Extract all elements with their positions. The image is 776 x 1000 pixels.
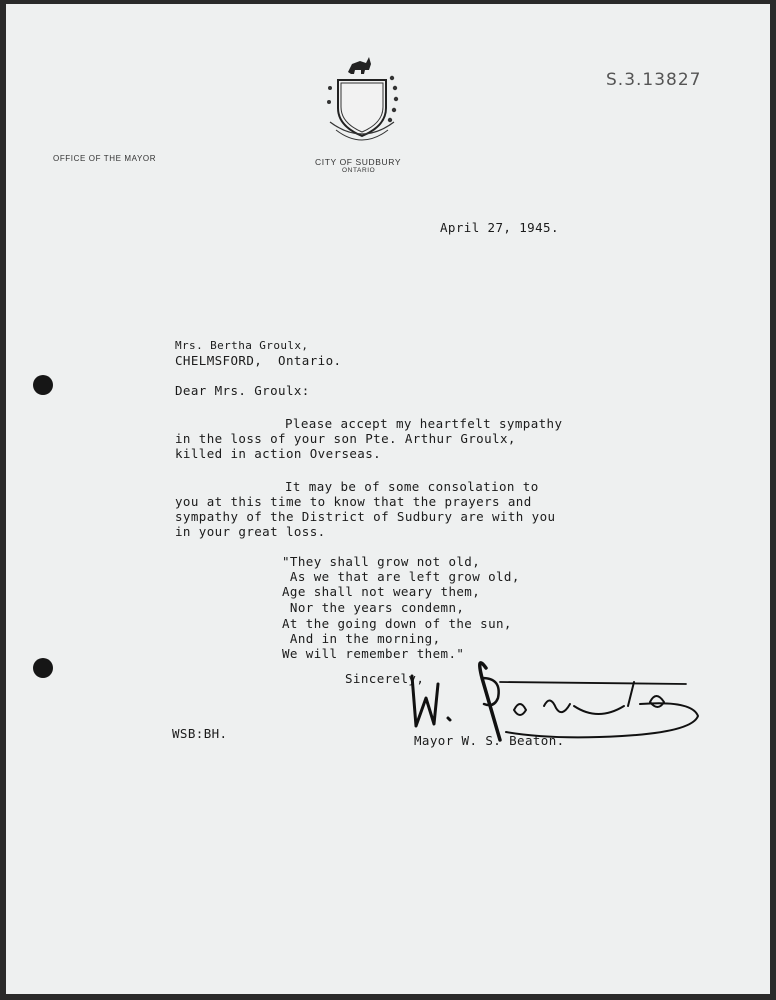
poem-line: At the going down of the sun,: [282, 616, 512, 631]
poem-line: Nor the years condemn,: [282, 600, 465, 615]
province-name: ONTARIO: [342, 167, 376, 174]
city-name: CITY OF SUDBURY: [315, 157, 402, 167]
signatory-name: Mayor W. S. Beaton.: [414, 733, 565, 748]
para2-line: sympathy of the District of Sudbury are with you: [175, 509, 556, 524]
para2-line: you at this time to know that the prayers and: [175, 494, 532, 509]
salutation: Dear Mrs. Groulx:: [175, 383, 310, 398]
para1-line: in the loss of your son Pte. Arthur Groulx,: [175, 431, 516, 446]
poem-line: Age shall not weary them,: [282, 584, 481, 599]
office-of-mayor-label: OFFICE OF THE MAYOR: [53, 154, 157, 163]
poem-line: As we that are left grow old,: [282, 569, 520, 584]
punch-hole: [33, 375, 53, 395]
letter-page: [6, 4, 770, 994]
archive-number: S.3.13827: [606, 70, 702, 90]
city-crest-seal: [320, 50, 404, 156]
closing: Sincerely,: [345, 671, 425, 686]
recipient-address: CHELMSFORD, Ontario.: [175, 353, 342, 368]
poem-line: "They shall grow not old,: [282, 554, 481, 569]
crest-motto: [306, 48, 307, 49]
para2-line: It may be of some consolation to: [285, 479, 539, 494]
letter-date: April 27, 1945.: [440, 220, 559, 235]
poem-line: We will remember them.": [282, 646, 465, 661]
typist-initials: WSB:BH.: [172, 726, 228, 741]
punch-hole: [33, 658, 53, 678]
recipient-name: Mrs. Bertha Groulx,: [175, 339, 309, 352]
poem-line: And in the morning,: [282, 631, 441, 646]
para2-line: in your great loss.: [175, 524, 326, 539]
para1-line: Please accept my heartfelt sympathy: [285, 416, 563, 431]
mayor-signature: [402, 648, 702, 748]
para1-line: killed in action Overseas.: [175, 446, 382, 461]
